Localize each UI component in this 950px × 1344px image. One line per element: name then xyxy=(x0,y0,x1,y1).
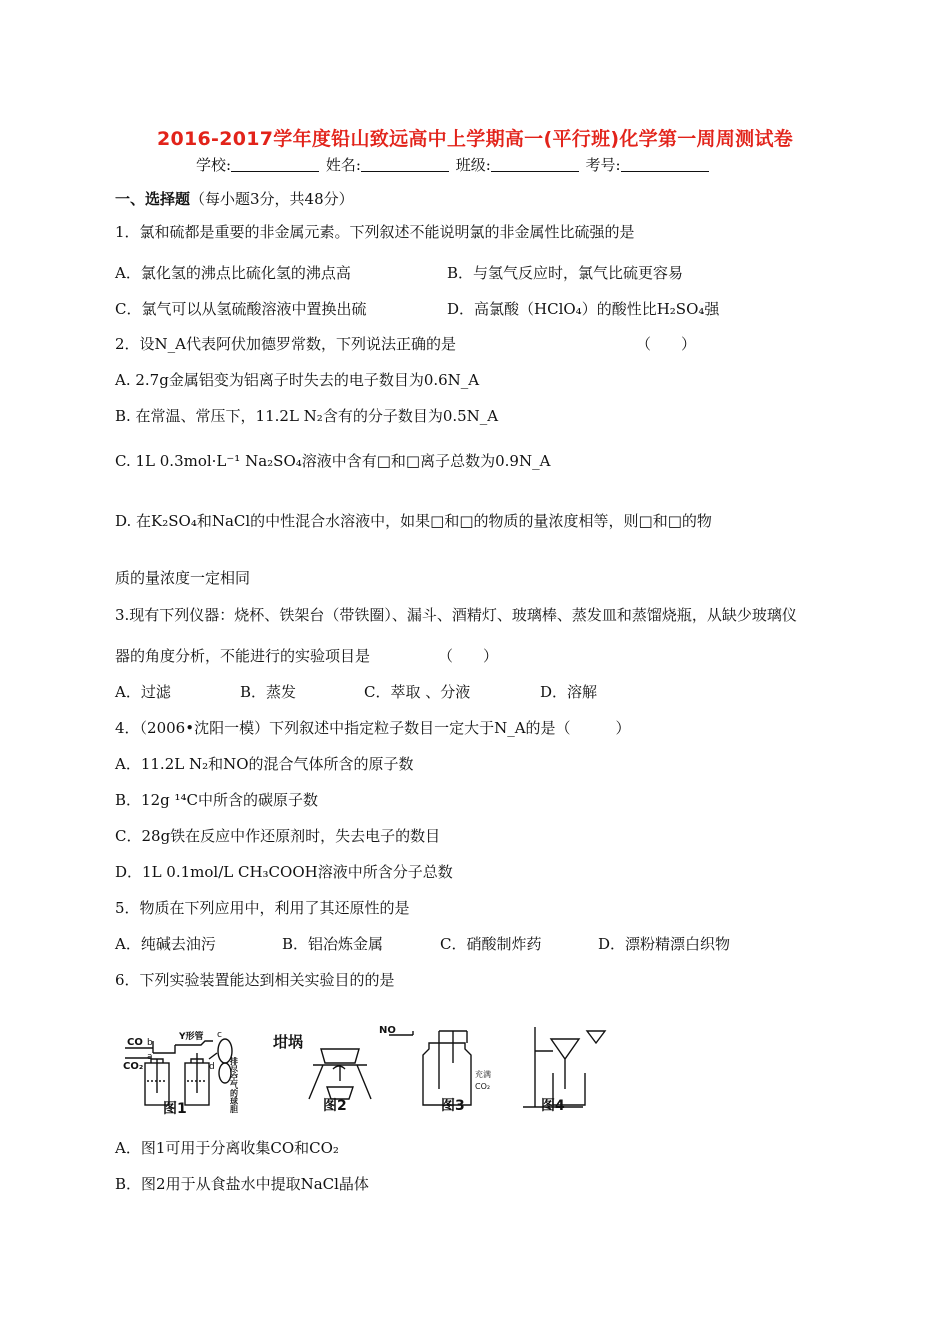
q3-option-d: D．溶解 xyxy=(540,683,598,701)
label-y-tube: Y形管 xyxy=(179,1032,204,1042)
q2-option-b: B. 在常温、常压下，11.2L N₂含有的分子数目为0.5N_A xyxy=(115,407,499,425)
q6-option-b: B．图2用于从食盐水中提取NaCl晶体 xyxy=(115,1175,369,1193)
q3-option-b: B．蒸发 xyxy=(240,683,297,701)
q6-option-a: A．图1可用于分离收集CO和CO₂ xyxy=(115,1139,339,1157)
name-label: 姓名: xyxy=(325,156,361,174)
q5-option-b: B．铝冶炼金属 xyxy=(282,935,384,953)
number-blank[interactable] xyxy=(621,157,709,172)
q2-option-d-line1: D. 在K₂SO₄和NaCl的中性混合水溶液中，如果□和□的物质的量浓度相等，则□和□的物 xyxy=(115,512,712,530)
fig4-caption: 图4 xyxy=(541,1098,565,1114)
q5-option-c: C．硝酸制炸药 xyxy=(440,935,542,953)
q3-stem-line1: 3.现有下列仪器：烧杯、铁架台（带铁圈）、漏斗、酒精灯、玻璃棒、蒸发皿和蒸馏烧瓶，从缺少玻璃仪 xyxy=(115,606,797,624)
class-label: 班级: xyxy=(455,156,491,174)
student-info-line xyxy=(196,154,711,175)
q1-option-d: D．高氯酸（HClO₄）的酸性比H₂SO₄强 xyxy=(447,300,720,318)
fig3-caption: 图3 xyxy=(441,1098,465,1114)
q1-option-c: C．氯气可以从氢硫酸溶液中置换出硫 xyxy=(115,300,367,318)
q2-option-d-line2: 质的量浓度一定相同 xyxy=(115,569,251,587)
school-label: 学校: xyxy=(196,156,232,174)
label-bladder: 排尽空气的球胆 xyxy=(229,1057,239,1113)
fig1-caption: 图1 xyxy=(163,1101,187,1117)
q2-option-c: C. 1L 0.3mol·L⁻¹ Na₂SO₄溶液中含有□和□离子总数为0.9N_A xyxy=(115,452,551,470)
q3-stem-line2: 器的角度分析，不能进行的实验项目是 xyxy=(115,647,371,665)
q1-option-a: A．氯化氢的沸点比硫化氢的沸点高 xyxy=(115,264,351,282)
label-no: NO xyxy=(379,1025,396,1036)
q3-paren: （ ） xyxy=(438,647,499,665)
q4-option-d: D．1L 0.1mol/L CH₃COOH溶液中所含分子总数 xyxy=(115,863,453,881)
q6-stem: 6．下列实验装置能达到相关实验目的的是 xyxy=(115,971,395,989)
q4-option-c: C．28g铁在反应中作还原剂时，失去电子的数目 xyxy=(115,827,441,845)
label-filled: 充满 xyxy=(475,1070,491,1079)
label-co2: CO₂ xyxy=(123,1061,144,1072)
q4-option-b: B．12g ¹⁴C中所含的碳原子数 xyxy=(115,791,318,809)
number-label: 考号: xyxy=(585,156,621,174)
name-blank[interactable] xyxy=(361,157,449,172)
q5-option-a: A．纯碱去油污 xyxy=(115,935,216,953)
q5-stem: 5．物质在下列应用中，利用了其还原性的是 xyxy=(115,899,410,917)
q2-paren: （ ） xyxy=(636,335,697,353)
q5-option-d: D．漂粉精漂白织物 xyxy=(598,935,731,953)
class-blank[interactable] xyxy=(491,157,579,172)
label-b: b xyxy=(147,1038,153,1048)
label-c: c xyxy=(217,1030,222,1040)
label-a: a xyxy=(147,1052,153,1062)
q4-stem: 4．（2006•沈阳一模）下列叙述中指定粒子数目一定大于N_A的是（ ） xyxy=(115,719,631,737)
school-blank[interactable] xyxy=(231,157,319,172)
fig2-caption: 图2 xyxy=(323,1098,347,1114)
q4-option-a: A．11.2L N₂和NO的混合气体所含的原子数 xyxy=(115,755,414,773)
q1-stem: 1．氯和硫都是重要的非金属元素。下列叙述不能说明氯的非金属性比硫强的是 xyxy=(115,223,635,241)
page-title: 2016-2017学年度铅山致远高中上学期高一(平行班)化学第一周周测试卷 xyxy=(156,128,794,150)
section-heading: 一、选择题（每小题3分，共48分） xyxy=(115,190,354,208)
q3-option-c: C．萃取 、分液 xyxy=(364,683,471,701)
label-d: d xyxy=(209,1062,215,1072)
q6-apparatus-figures xyxy=(113,1023,633,1118)
q1-option-b: B．与氢气反应时，氯气比硫更容易 xyxy=(447,264,684,282)
q2-stem: 2．设N_A代表阿伏加德罗常数，下列说法正确的是 xyxy=(115,335,457,353)
label-filled-co2: CO₂ xyxy=(475,1082,491,1091)
q2-option-a: A. 2.7g金属铝变为铝离子时失去的电子数目为0.6N_A xyxy=(115,371,480,389)
label-co: CO xyxy=(127,1037,143,1048)
label-crucible: 坩埚 xyxy=(273,1033,304,1051)
q3-option-a: A．过滤 xyxy=(115,683,171,701)
